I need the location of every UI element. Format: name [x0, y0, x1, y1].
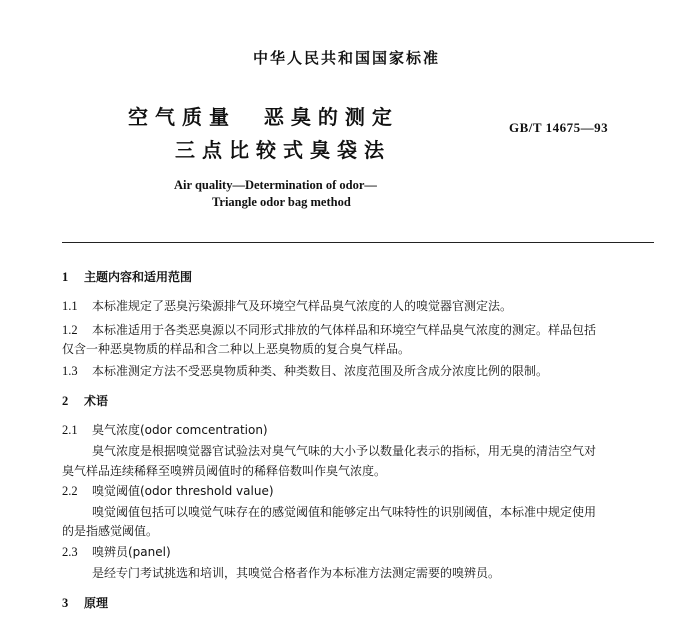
title-cn-line2: 三点比较式臭袋法	[175, 138, 391, 162]
term-2-1-def-line2: 臭气样品连续稀释至嗅辨员阈值时的稀释倍数叫作臭气浓度。	[62, 464, 387, 478]
term-2-2-def-line2: 的是指感觉阈值。	[62, 524, 159, 538]
clause-number: 2.2	[62, 484, 78, 498]
clause-number: 1.2	[62, 323, 78, 337]
term-name: 臭气浓度(odor comcentration)	[92, 423, 268, 437]
clause-number: 2.1	[62, 423, 78, 437]
section-3-heading	[62, 594, 108, 611]
standard-code: GB/T 14675—93	[509, 120, 609, 135]
title-en-line1: Air quality—Determination of odor—	[174, 178, 377, 192]
term-2-2	[62, 482, 274, 499]
clause-number: 2.3	[62, 545, 78, 559]
term-2-1-def-line1: 臭气浓度是根据嗅觉器官试验法对臭气气味的大小予以数量化表示的指标，用无臭的清洁空气对	[92, 444, 597, 458]
term-name: 嗅觉阈值(odor threshold value)	[92, 484, 274, 498]
term-2-3-def-line1: 是经专门考试挑选和培训，其嗅觉合格者作为本标准方法测定需要的嗅辨员。	[92, 566, 501, 580]
section-title: 原理	[84, 596, 109, 610]
clause-text: 本标准规定了恶臭污染源排气及环境空气样品臭气浓度的人的嗅觉器官测定法。	[92, 299, 513, 313]
title-cn-line1: 空气质量 恶臭的测定	[128, 105, 399, 129]
term-2-2-def-line1: 嗅觉阈值包括可以嗅觉气味存在的感觉阈值和能够定出气味特性的识别阈值，本标准中规定使用	[92, 505, 597, 519]
term-2-1	[62, 421, 268, 438]
clause-number: 1.3	[62, 364, 78, 378]
horizontal-rule	[62, 242, 654, 243]
section-title: 主题内容和适用范围	[84, 270, 193, 284]
section-1-heading	[62, 268, 192, 285]
section-2-heading	[62, 392, 108, 409]
clause-1-1	[62, 297, 512, 314]
standard-header: 中华人民共和国国家标准	[252, 49, 440, 67]
clause-1-2	[62, 321, 596, 338]
section-title: 术语	[84, 394, 109, 408]
term-2-3	[62, 543, 171, 560]
clause-number: 1.1	[62, 299, 78, 313]
term-name: 嗅辨员(panel)	[92, 545, 171, 559]
clause-1-3	[62, 362, 548, 379]
title-en-line2: Triangle odor bag method	[212, 195, 351, 209]
section-number: 1	[62, 270, 69, 284]
section-number: 3	[62, 596, 69, 610]
section-number: 2	[62, 394, 69, 408]
clause-text: 本标准适用于各类恶臭源以不同形式排放的气体样品和环境空气样品臭气浓度的测定。样品包括	[92, 323, 597, 337]
clause-text: 本标准测定方法不受恶臭物质种类、种类数目、浓度范围及所含成分浓度比例的限制。	[92, 364, 549, 378]
clause-1-2-cont: 仅含一种恶臭物质的样品和含二种以上恶臭物质的复合臭气样品。	[62, 342, 411, 356]
